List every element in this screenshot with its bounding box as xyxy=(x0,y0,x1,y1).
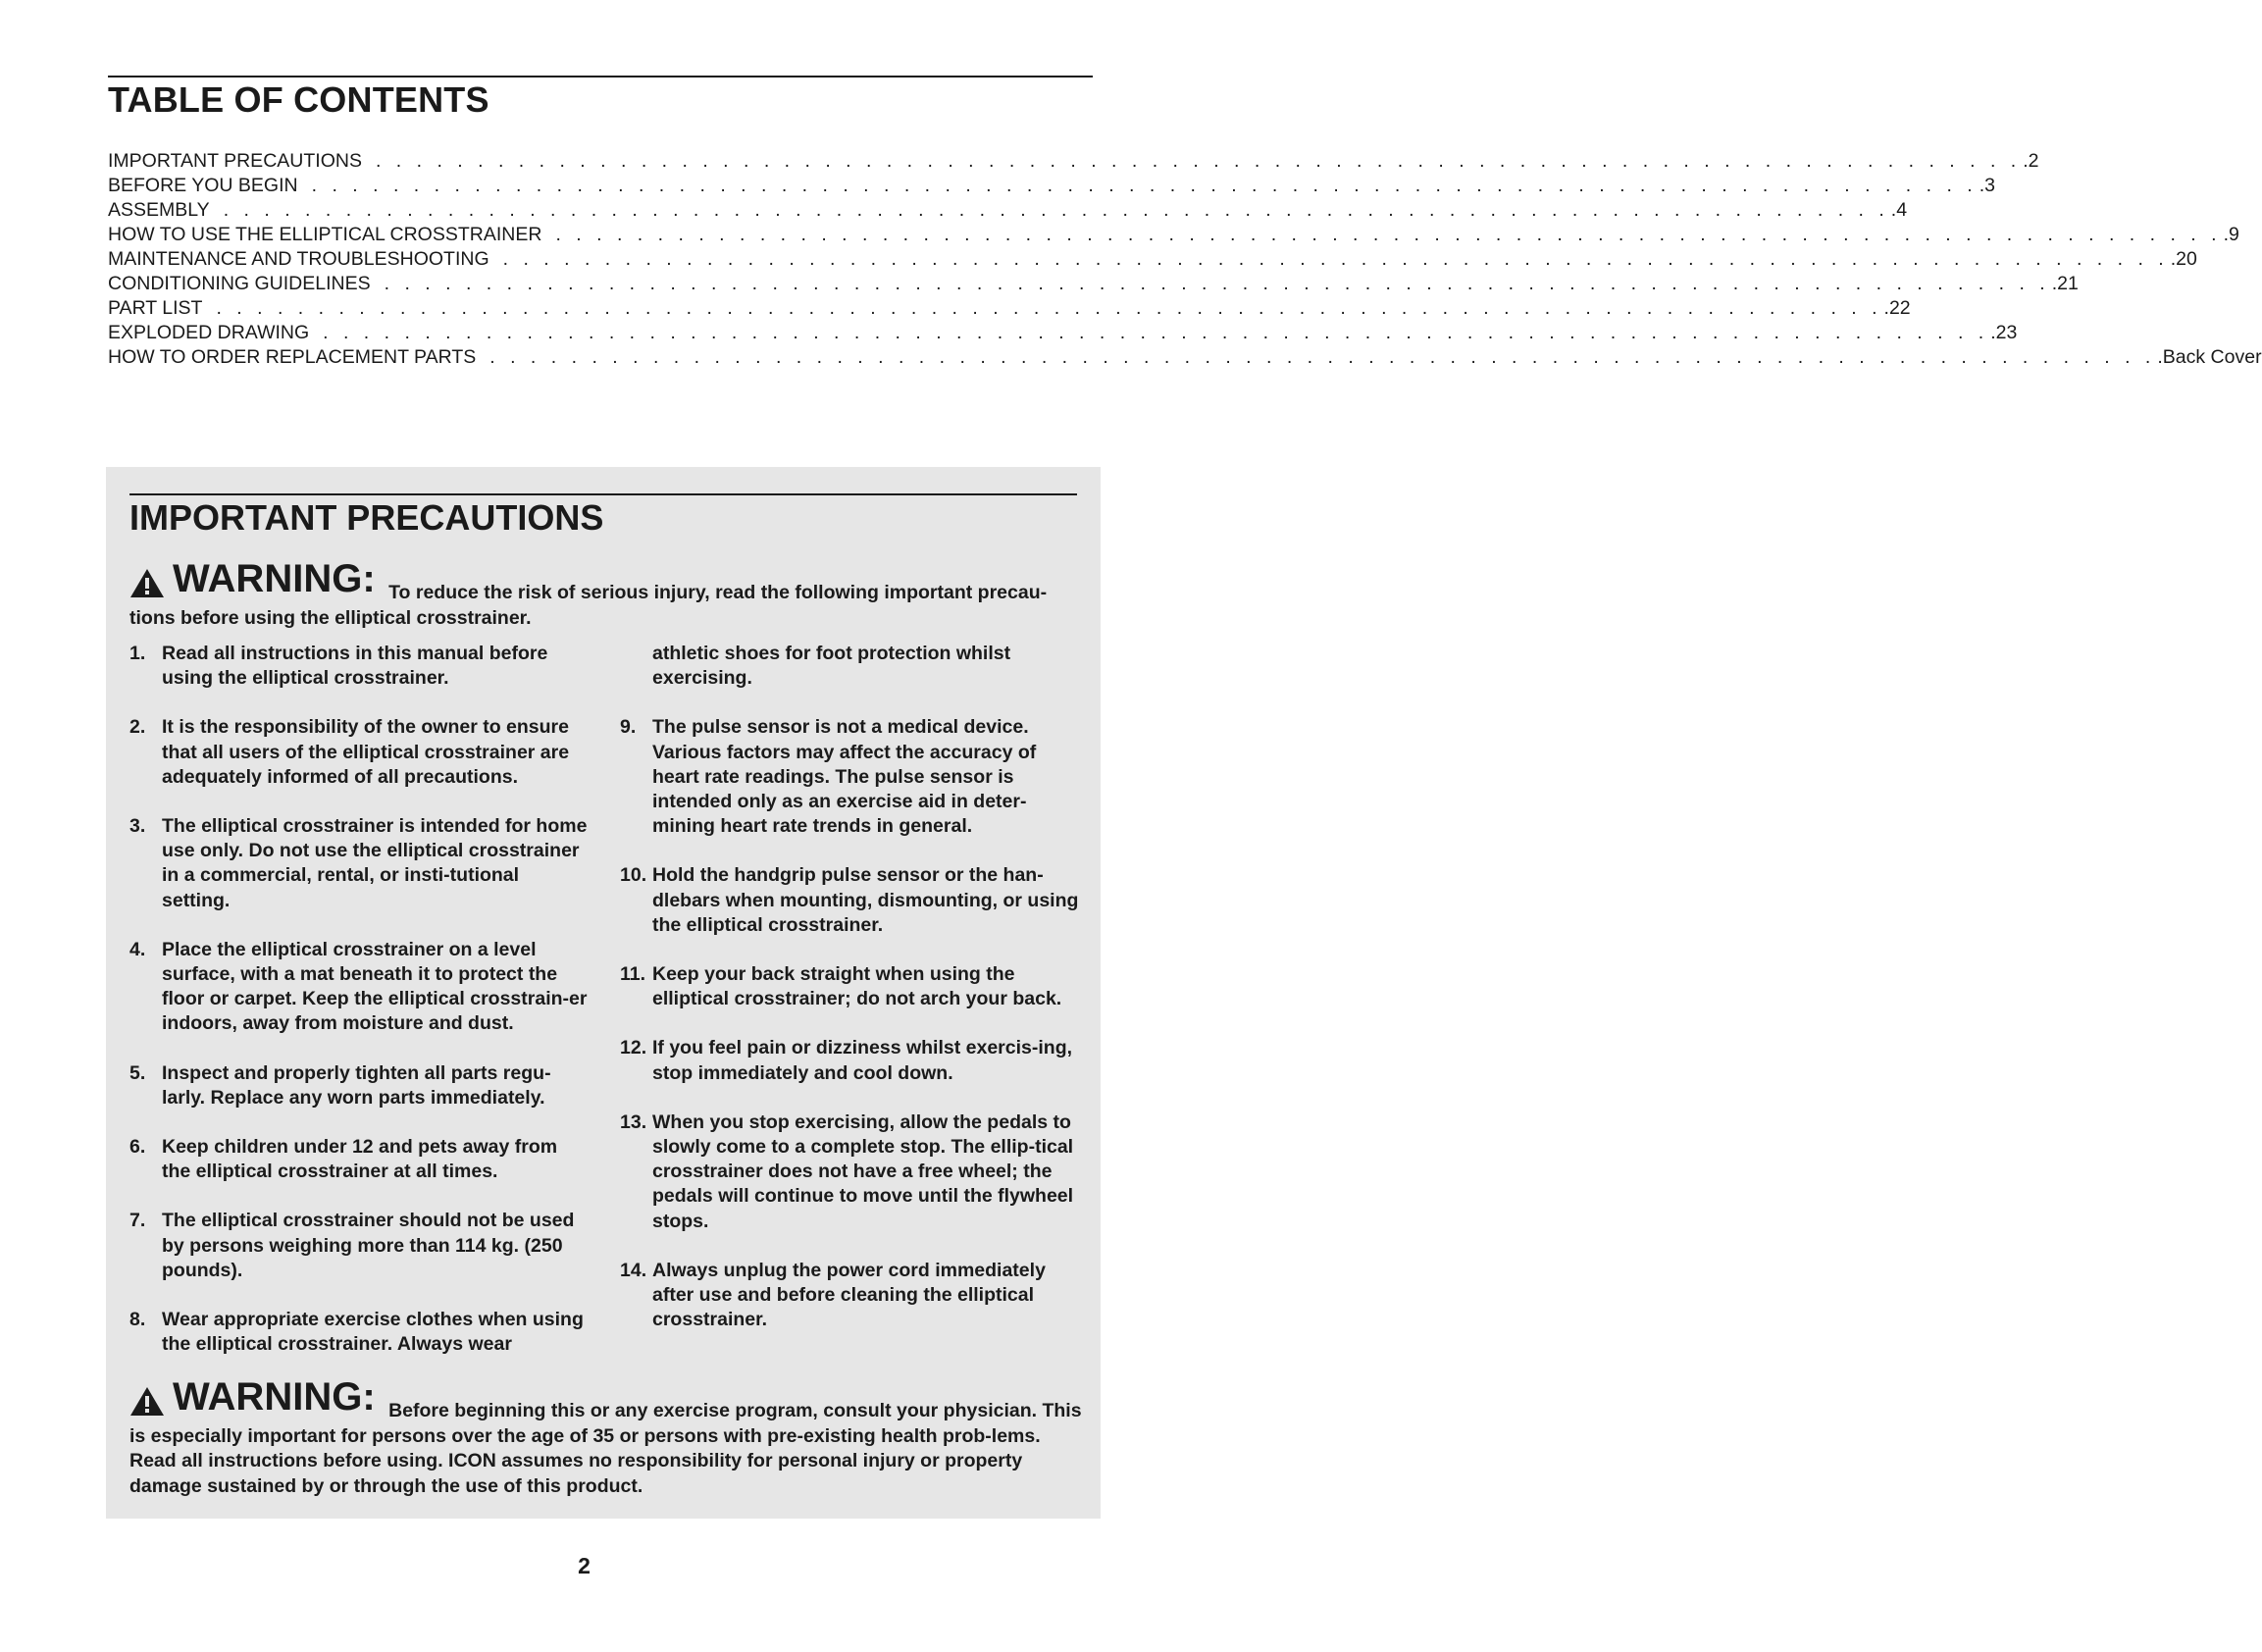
precautions-title: IMPORTANT PRECAUTIONS xyxy=(129,497,604,538)
precaution-text: Always unplug the power cord immediately after use and before cleaning the elliptical crosstrainer. xyxy=(652,1259,1046,1331)
precaution-number: 9. xyxy=(620,716,637,739)
precautions-panel xyxy=(106,467,1101,1519)
toc-entry-label: IMPORTANT PRECAUTIONS xyxy=(108,150,362,172)
toc-leader: . . . . . . . . . . . . . . . . . . . . . . . . . . . . . . . . . . . . . . . . . . . . . . . . . . . . . . . . . . . . . . . . . . . . . . . . . . . . . . . . . . xyxy=(555,224,2222,245)
precaution-text: Inspect and properly tighten all parts regu-larly. Replace any worn parts immediately. xyxy=(162,1061,551,1109)
warning-physician-text: Before beginning this or any exercise program, consult your physician. This is especially important for persons over the age of 35 or persons with pre-existing health prob-lems. Read all instructions before using. ICON assumes no responsibility for personal injury or property damage sustained by or through the use of this product. xyxy=(129,1400,1082,1497)
precaution-text: The pulse sensor is not a medical device. Various factors may affect the accuracy of heart rate readings. The pulse sensor is intended only as an exercise aid in deter-mining heart rate trends in general. xyxy=(652,716,1037,838)
toc-leader: . . . . . . . . . . . . . . . . . . . . . . . . . . . . . . . . . . . . . . . . . . . . . . . . . . . . . . . . . . . . . . . . . . . . . . . . . . . . . . . . . . xyxy=(216,297,1882,319)
precaution-number: 5. xyxy=(129,1061,146,1084)
warning-head xyxy=(129,559,384,598)
precaution-text: Read all instructions in this manual before using the elliptical crosstrainer. xyxy=(162,643,548,690)
precaution-text: Place the elliptical crosstrainer on a level surface, with a mat beneath it to protect the floor or carpet. Keep the elliptical crosstrain-er indoors, away from moisture and dust. xyxy=(162,938,588,1035)
precaution-number: 1. xyxy=(129,643,146,664)
toc-entry[interactable] xyxy=(108,321,2018,345)
warning-intro-text: To reduce the risk of serious injury, read the following important precau-tions before using the elliptical crosstrainer. xyxy=(129,582,1048,629)
precaution-number: 11. xyxy=(620,963,646,986)
precaution-text: athletic shoes for foot protection whilst exercising. xyxy=(652,643,1011,690)
toc-leader: . . . . . . . . . . . . . . . . . . . . . . . . . . . . . . . . . . . . . . . . . . . . . . . . . . . . . . . . . . . . . . . . . . . . . . . . . . . . . . . . . xyxy=(375,150,2022,172)
toc-entry[interactable] xyxy=(108,345,2262,370)
precaution-item xyxy=(129,1209,591,1283)
precaution-text: Keep children under 12 and pets away from the elliptical crosstrainer at all times. xyxy=(162,1136,558,1183)
toc-entry-label: HOW TO ORDER REPLACEMENT PARTS xyxy=(108,346,477,368)
precaution-text: When you stop exercising, allow the pedals to slowly come to a complete stop. The ellip-tical crosstrainer does not have a free wheel; the pedals will continue to move until the flywheel stops. xyxy=(652,1110,1074,1232)
warning-triangle-icon xyxy=(129,1386,165,1417)
warning-word: WARNING: xyxy=(173,557,376,600)
precaution-number: 10. xyxy=(620,864,647,887)
precaution-item xyxy=(129,642,591,691)
precaution-item xyxy=(129,938,591,1037)
toc-leader: . . . . . . . . . . . . . . . . . . . . . . . . . . . . . . . . . . . . . . . . . . . . . . . . . . . . . . . . . . . . . . . . . . . . . . . . . . . . . . . . . . xyxy=(384,273,2050,294)
toc-entry-page: .20 xyxy=(2170,248,2197,270)
precaution-number: 13. xyxy=(620,1110,647,1133)
toc-top-rule xyxy=(108,76,1093,77)
toc-entry[interactable] xyxy=(108,149,2039,174)
toc-entry[interactable] xyxy=(108,247,2197,272)
precaution-number: 2. xyxy=(129,716,146,739)
toc-entry-label: CONDITIONING GUIDELINES xyxy=(108,273,371,294)
toc-entry[interactable] xyxy=(108,223,2239,247)
toc-entry-label: HOW TO USE THE ELLIPTICAL CROSSTRAINER xyxy=(108,224,542,245)
precaution-number: 14. xyxy=(620,1259,647,1281)
toc-entry-page: .4 xyxy=(1890,199,1908,221)
toc-entry-label: PART LIST xyxy=(108,297,203,319)
precaution-number: 3. xyxy=(129,815,146,838)
warning-intro xyxy=(129,559,1091,631)
toc-entry-page: .2 xyxy=(2023,150,2039,172)
toc-entry-page: .9 xyxy=(2223,224,2239,245)
precaution-number: 6. xyxy=(129,1136,146,1159)
toc-entry-page: .21 xyxy=(2051,273,2079,294)
toc-leader: . . . . . . . . . . . . . . . . . . . . . . . . . . . . . . . . . . . . . . . . . . . . . . . . . . . . . . . . . . . . . . . . . . . . . . . . . . . . . . . . . . xyxy=(323,322,1989,343)
precaution-item xyxy=(129,1135,591,1184)
precaution-text: Hold the handgrip pulse sensor or the han-dlebars when mounting, dismounting, or using the elliptical crosstrainer. xyxy=(652,864,1079,936)
precaution-item xyxy=(620,1036,1081,1085)
toc-entry-label: MAINTENANCE AND TROUBLESHOOTING xyxy=(108,248,489,270)
toc-list xyxy=(108,149,2262,370)
precaution-text: The elliptical crosstrainer is intended for home use only. Do not use the elliptical crosstrainer in a commercial, rental, or insti-tutional setting. xyxy=(162,815,588,911)
page-number: 2 xyxy=(578,1553,591,1578)
toc-entry-page: .Back Cover xyxy=(2157,346,2262,368)
precaution-text: Wear appropriate exercise clothes when using the elliptical crosstrainer. Always wear xyxy=(162,1309,584,1356)
precaution-item xyxy=(129,1308,591,1357)
warning-triangle-icon xyxy=(129,568,165,598)
precaution-item xyxy=(129,1061,591,1110)
warning-physician xyxy=(129,1377,1091,1499)
toc-title: TABLE OF CONTENTS xyxy=(108,79,489,120)
precaution-number: 12. xyxy=(620,1037,647,1059)
precaution-item xyxy=(620,962,1081,1011)
precaution-number: 8. xyxy=(129,1309,146,1331)
toc-leader: . . . . . . . . . . . . . . . . . . . . . . . . . . . . . . . . . . . . . . . . . . . . . . . . . . . . . . . . . . . . . . . . . . . . . . . . . . . . . . . . . . xyxy=(223,199,1889,221)
precaution-number: 4. xyxy=(129,938,146,960)
precaution-item xyxy=(620,863,1081,938)
precaution-item xyxy=(129,715,591,790)
precaution-item xyxy=(620,715,1081,839)
precaution-item xyxy=(620,1110,1081,1234)
precautions-top-rule xyxy=(129,493,1077,495)
precautions-list-right xyxy=(620,642,1081,1357)
toc-entry[interactable] xyxy=(108,198,1908,223)
toc-entry-page: .3 xyxy=(1979,175,1995,196)
toc-leader: . . . . . . . . . . . . . . . . . . . . . . . . . . . . . . . . . . . . . . . . . . . . . . . . . . . . . . . . . . . . . . . . . . . . . . . . . . . . . . . . . . xyxy=(502,248,2169,270)
toc-entry-page: .23 xyxy=(1990,322,2018,343)
toc-entry[interactable] xyxy=(108,174,1995,198)
precaution-item-continued xyxy=(620,642,1081,691)
warning-head xyxy=(129,1377,384,1417)
precaution-text: It is the responsibility of the owner to ensure that all users of the elliptical crosstrainer are adequately informed of all precautions. xyxy=(162,716,570,788)
toc-entry-label: EXPLODED DRAWING xyxy=(108,322,310,343)
toc-entry-label: ASSEMBLY xyxy=(108,199,210,221)
precaution-number: 7. xyxy=(129,1210,146,1232)
warning-word: WARNING: xyxy=(173,1375,376,1419)
precaution-text: Keep your back straight when using the elliptical crosstrainer; do not arch your back. xyxy=(652,963,1062,1010)
precautions-list-left xyxy=(129,642,591,1381)
toc-entry[interactable] xyxy=(108,272,2079,296)
toc-entry-label: BEFORE YOU BEGIN xyxy=(108,175,298,196)
precaution-text: If you feel pain or dizziness whilst exercis-ing, stop immediately and cool down. xyxy=(652,1037,1073,1084)
precaution-item xyxy=(620,1259,1081,1333)
toc-entry[interactable] xyxy=(108,296,1911,321)
precaution-text: The elliptical crosstrainer should not be used by persons weighing more than 114 kg. (250 pounds). xyxy=(162,1210,575,1281)
toc-entry-page: .22 xyxy=(1883,297,1911,319)
toc-leader: . . . . . . . . . . . . . . . . . . . . . . . . . . . . . . . . . . . . . . . . . . . . . . . . . . . . . . . . . . . . . . . . . . . . . . . . . . . . . . . . . . xyxy=(311,175,1978,196)
toc-leader: . . . . . . . . . . . . . . . . . . . . . . . . . . . . . . . . . . . . . . . . . . . . . . . . . . . . . . . . . . . . . . . . . . . . . . . . . . . . . . . . . . xyxy=(489,346,2156,368)
precaution-item xyxy=(129,814,591,913)
